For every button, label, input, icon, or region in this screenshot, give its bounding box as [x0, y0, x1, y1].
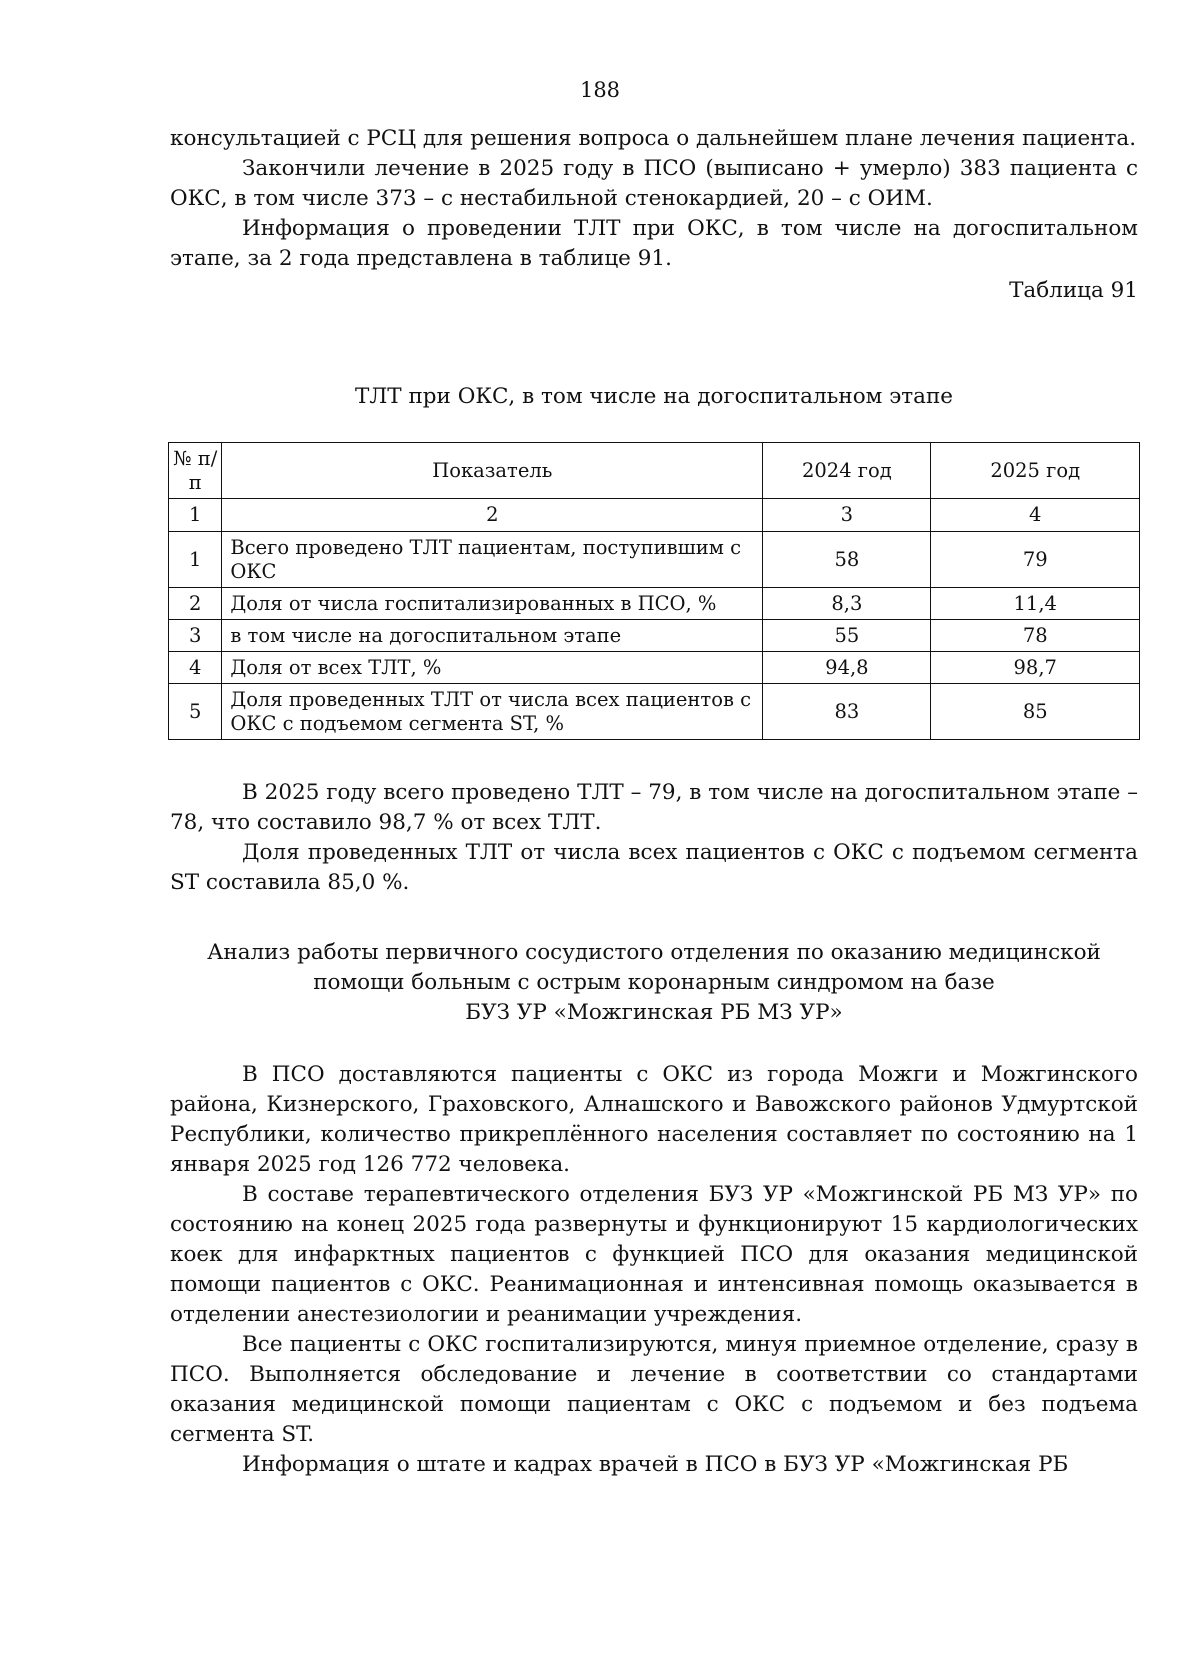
- page-number: 188: [579, 78, 621, 102]
- table-label: Таблица 91: [1009, 278, 1138, 303]
- row-number-cell: 2: [169, 588, 222, 620]
- indicator-cell: в том числе на догоспитальном этапе: [222, 620, 763, 652]
- paragraph: Информация о проведении ТЛТ при ОКС, в том числе на догоспитальном этапе, за 2 года представлена в таблице 91.: [170, 216, 1138, 271]
- paragraph: Закончили лечение в 2025 году в ПСО (выписано + умерло) 383 пациента с ОКС, в том числе 373 – с нестабильной стенокардией, 20 – с ОИМ.: [170, 156, 1138, 211]
- paragraph: Все пациенты с ОКС госпитализируются, минуя приемное отделение, сразу в ПСО. Выполняется обследование и лечение в соответствии со стандартами оказания медицинской помощи пациентам с ОКС с подъемом и без подъема сегмента ST.: [170, 1332, 1138, 1447]
- indicator-cell: Всего проведено ТЛТ пациентам, поступившим с ОКС: [222, 532, 763, 588]
- paragraph: В ПСО доставляются пациенты с ОКС из города Можги и Можгинского района, Кизнерского, Граховского, Алнашского и Вавожского районов Удмуртской Республики, количество прикреплённого населения составляет по состоянию на 1 января 2025 год 126 772 человека.: [170, 1062, 1138, 1177]
- paragraph: В 2025 году всего проведено ТЛТ – 79, в том числе на догоспитальном этапе – 78, что составило 98,7 % от всех ТЛТ.: [170, 780, 1138, 835]
- row-number-cell: 5: [169, 684, 222, 740]
- value-2025-cell: 78: [931, 620, 1140, 652]
- body-text: [170, 1060, 1138, 1480]
- row-number-cell: 4: [169, 652, 222, 684]
- table-header-row: [169, 443, 1140, 499]
- value-2025-cell: 11,4: [931, 588, 1140, 620]
- header-cell: 2025 год: [931, 443, 1140, 499]
- table-row: [169, 652, 1140, 684]
- summary-text: [170, 778, 1138, 898]
- header-cell: Показатель: [222, 443, 763, 499]
- intro-text: [170, 124, 1138, 306]
- data-table: [168, 442, 1140, 740]
- row-number-cell: 1: [169, 532, 222, 588]
- table-row: [169, 588, 1140, 620]
- paragraph: консультацией с РСЦ для решения вопроса о дальнейшем плане лечения пациента.: [170, 126, 1137, 151]
- numbering-cell: 4: [931, 499, 1140, 532]
- value-2025-cell: 85: [931, 684, 1140, 740]
- paragraph: В составе терапевтического отделения БУЗ УР «Можгинской РБ МЗ УР» по состоянию на конец 2025 года развернуты и функционируют 15 кардиологических коек для инфарктных пациентов с функцией ПСО для оказания медицинской помощи пациентов с ОКС. Реанимационная и интенсивная помощь оказывается в отделении анестезиологии и реанимации учреждения.: [170, 1182, 1138, 1327]
- heading-line: БУЗ УР «Можгинская РБ МЗ УР»: [465, 1000, 843, 1025]
- value-2024-cell: 94,8: [763, 652, 931, 684]
- value-2024-cell: 8,3: [763, 588, 931, 620]
- indicator-cell: Доля от всех ТЛТ, %: [222, 652, 763, 684]
- value-2024-cell: 58: [763, 532, 931, 588]
- table-row: [169, 620, 1140, 652]
- row-number-cell: 3: [169, 620, 222, 652]
- numbering-cell: 1: [169, 499, 222, 532]
- section-heading: [170, 938, 1138, 1028]
- table-row: [169, 532, 1140, 588]
- indicator-cell: Доля проведенных ТЛТ от числа всех пациентов с ОКС с подъемом сегмента ST, %: [222, 684, 763, 740]
- table-row: [169, 684, 1140, 740]
- indicator-cell: Доля от числа госпитализированных в ПСО, %: [222, 588, 763, 620]
- value-2025-cell: 98,7: [931, 652, 1140, 684]
- paragraph: Информация о штате и кадрах врачей в ПСО в БУЗ УР «Можгинская РБ: [242, 1452, 1069, 1477]
- table-title: ТЛТ при ОКС, в том числе на догоспитальном этапе: [354, 384, 954, 409]
- header-cell: 2024 год: [763, 443, 931, 499]
- value-2024-cell: 83: [763, 684, 931, 740]
- paragraph: Доля проведенных ТЛТ от числа всех пациентов с ОКС с подъемом сегмента ST составила 85,0 %.: [170, 840, 1138, 895]
- header-cell: № п/п: [169, 443, 222, 499]
- table-numbering-row: [169, 499, 1140, 532]
- heading-line: помощи больным с острым коронарным синдромом на базе: [313, 970, 995, 995]
- value-2025-cell: 79: [931, 532, 1140, 588]
- numbering-cell: 2: [222, 499, 763, 532]
- numbering-cell: 3: [763, 499, 931, 532]
- heading-line: Анализ работы первичного сосудистого отделения по оказанию медицинской: [207, 940, 1101, 965]
- value-2024-cell: 55: [763, 620, 931, 652]
